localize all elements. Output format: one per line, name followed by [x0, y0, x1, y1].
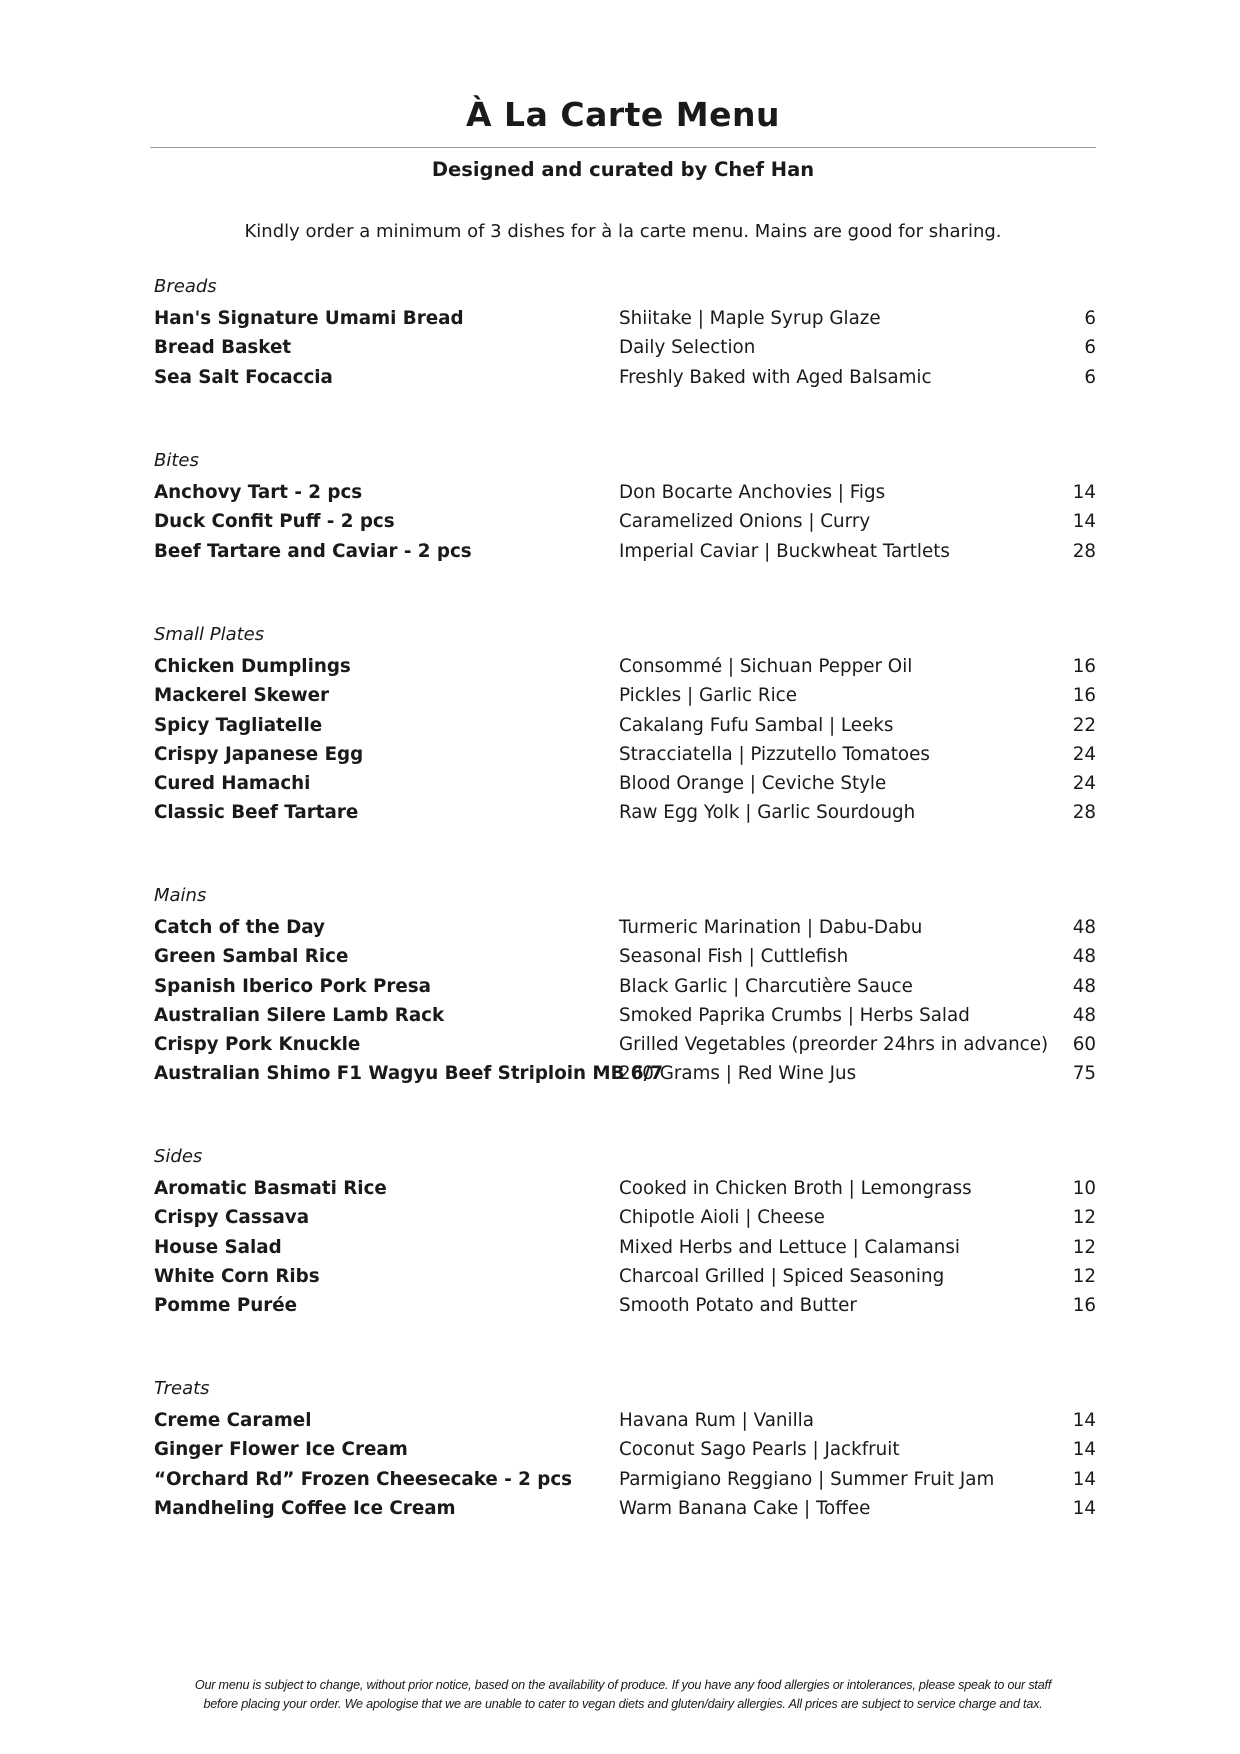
item-description: Freshly Baked with Aged Balsamic: [619, 366, 932, 388]
menu-item: [154, 1497, 1100, 1526]
item-name: Sea Salt Focaccia: [154, 366, 333, 388]
item-price: 48: [1072, 975, 1096, 997]
item-description: Caramelized Onions | Curry: [619, 511, 871, 533]
item-price: 10: [1072, 1178, 1096, 1199]
item-price: 14: [1072, 1497, 1096, 1519]
item-description: Imperial Caviar | Buckwheat Tartlets: [619, 540, 950, 562]
section-title: Treats: [154, 1378, 210, 1399]
menu-item: [154, 366, 1100, 395]
item-description: Smooth Potato and Butter: [619, 1295, 857, 1317]
item-name: Bread Basket: [154, 337, 292, 359]
item-price: 12: [1072, 1207, 1096, 1229]
item-name: Crispy Cassava: [154, 1207, 310, 1229]
item-description: Shiitake | Maple Syrup Glaze: [619, 308, 881, 329]
item-name: Duck Confit Puff - 2 pcs: [154, 511, 395, 533]
menu-item: [154, 801, 1100, 830]
section-treats: [154, 1377, 1100, 1526]
item-description: Don Bocarte Anchovies | Figs: [619, 482, 886, 503]
item-description: Cooked in Chicken Broth | Lemongrass: [619, 1178, 972, 1199]
item-name: Green Sambal Rice: [154, 946, 349, 968]
item-price: 28: [1072, 540, 1096, 562]
section-sides: [154, 1145, 1100, 1323]
item-price: 14: [1072, 1439, 1096, 1461]
item-price: 14: [1072, 511, 1096, 533]
item-price: 48: [1072, 946, 1096, 968]
item-description: Warm Banana Cake | Toffee: [619, 1497, 871, 1519]
item-name: Chicken Dumplings: [154, 656, 351, 677]
section-title: Sides: [154, 1146, 203, 1167]
menu-item: [154, 510, 1100, 539]
item-description: 200 Grams | Red Wine Jus: [619, 1063, 857, 1085]
menu-item: [154, 540, 1100, 569]
menu-item: [154, 1265, 1100, 1294]
item-name: Australian Silere Lamb Rack: [154, 1004, 445, 1026]
item-name: Creme Caramel: [154, 1410, 312, 1431]
item-description: Pickles | Garlic Rice: [619, 685, 797, 707]
menu-title: À La Carte Menu: [466, 95, 780, 134]
item-description: Seasonal Fish | Cuttlefish: [619, 946, 849, 968]
item-name: Ginger Flower Ice Cream: [154, 1439, 408, 1461]
menu-item: [154, 1177, 1100, 1206]
item-name: Mackerel Skewer: [154, 685, 330, 707]
footer-disclaimer: [140, 1676, 1106, 1714]
item-name: Aromatic Basmati Rice: [154, 1178, 387, 1199]
section-breads: [154, 275, 1100, 395]
item-price: 14: [1072, 482, 1096, 503]
item-name: White Corn Ribs: [154, 1265, 320, 1287]
item-description: Daily Selection: [619, 337, 756, 359]
item-name: Spicy Tagliatelle: [154, 714, 323, 736]
item-description: Consommé | Sichuan Pepper Oil: [619, 656, 913, 677]
item-name: Australian Shimo F1 Wagyu Beef Striploin MB 6/7: [154, 1063, 664, 1085]
menu-item: [154, 307, 1100, 336]
menu-item: [154, 1206, 1100, 1235]
item-name: Catch of the Day: [154, 917, 325, 938]
menu-item: [154, 1438, 1100, 1467]
item-name: Mandheling Coffee Ice Cream: [154, 1497, 456, 1519]
menu-item: [154, 916, 1100, 945]
menu-item: [154, 655, 1100, 684]
item-description: Raw Egg Yolk | Garlic Sourdough: [619, 802, 916, 824]
menu-item: [154, 1409, 1100, 1438]
item-name: Classic Beef Tartare: [154, 802, 359, 824]
menu-item: [154, 1294, 1100, 1323]
section-title: Breads: [154, 276, 217, 297]
item-price: 24: [1072, 743, 1096, 765]
footer-line-1: Our menu is subject to change, without prior notice, based on the availability of produce. If you have any food allergies or intolerances, please speak to our staff: [194, 1678, 1052, 1692]
item-name: Cured Hamachi: [154, 773, 311, 795]
item-name: Pomme Purée: [154, 1295, 298, 1317]
item-description: Charcoal Grilled | Spiced Seasoning: [619, 1265, 945, 1287]
menu-subtitle: Designed and curated by Chef Han: [431, 158, 815, 181]
item-description: Stracciatella | Pizzutello Tomatoes: [619, 743, 930, 765]
item-price: 48: [1072, 917, 1096, 938]
item-price: 12: [1072, 1265, 1096, 1287]
menu-item: [154, 743, 1100, 772]
menu-item: [154, 684, 1100, 713]
item-name: Crispy Pork Knuckle: [154, 1034, 361, 1056]
menu-item: [154, 1004, 1100, 1033]
item-description: Havana Rum | Vanilla: [619, 1410, 814, 1431]
item-price: 75: [1072, 1063, 1096, 1085]
menu-item: [154, 945, 1100, 974]
section-bites: [154, 449, 1100, 569]
section-small-plates: [154, 623, 1100, 831]
item-name: “Orchard Rd” Frozen Cheesecake - 2 pcs: [154, 1468, 573, 1490]
item-price: 14: [1072, 1468, 1096, 1490]
item-price: 16: [1072, 656, 1096, 677]
item-description: Black Garlic | Charcutière Sauce: [619, 975, 913, 997]
item-name: Anchovy Tart - 2 pcs: [154, 482, 363, 503]
item-price: 6: [1084, 337, 1096, 359]
item-price: 22: [1072, 714, 1096, 736]
section-title: Bites: [154, 450, 199, 471]
menu-item: [154, 1033, 1100, 1062]
item-description: Smoked Paprika Crumbs | Herbs Salad: [619, 1004, 970, 1026]
item-description: Cakalang Fufu Sambal | Leeks: [619, 714, 894, 736]
item-description: Mixed Herbs and Lettuce | Calamansi: [619, 1236, 960, 1258]
menu-item: [154, 1236, 1100, 1265]
title-divider: [150, 147, 1096, 148]
menu-item: [154, 714, 1100, 743]
item-price: 12: [1072, 1236, 1096, 1258]
item-description: Grilled Vegetables (preorder 24hrs in advance): [619, 1034, 1049, 1056]
item-name: House Salad: [154, 1236, 282, 1258]
item-description: Coconut Sago Pearls | Jackfruit: [619, 1439, 900, 1461]
item-description: Turmeric Marination | Dabu-Dabu: [619, 917, 923, 938]
item-price: 14: [1072, 1410, 1096, 1431]
item-price: 48: [1072, 1004, 1096, 1026]
section-title: Small Plates: [154, 624, 265, 645]
item-price: 60: [1072, 1034, 1096, 1056]
item-name: Han's Signature Umami Bread: [154, 308, 464, 329]
menu-item: [154, 975, 1100, 1004]
item-price: 28: [1072, 802, 1096, 824]
item-price: 16: [1072, 1295, 1096, 1317]
menu-item: [154, 772, 1100, 801]
ordering-note: Kindly order a minimum of 3 dishes for à la carte menu. Mains are good for sharing.: [244, 221, 1002, 242]
item-price: 6: [1084, 308, 1096, 329]
item-name: Spanish Iberico Pork Presa: [154, 975, 431, 997]
section-mains: [154, 884, 1100, 1092]
item-price: 6: [1084, 366, 1096, 388]
item-name: Beef Tartare and Caviar - 2 pcs: [154, 540, 472, 562]
item-name: Crispy Japanese Egg: [154, 743, 364, 765]
item-description: Blood Orange | Ceviche Style: [619, 773, 887, 795]
footer-line-2: before placing your order. We apologise that we are unable to cater to vegan diets and gluten/dairy allergies. All prices are subject to service charge and tax.: [203, 1697, 1043, 1711]
section-title: Mains: [154, 885, 207, 906]
item-description: Parmigiano Reggiano | Summer Fruit Jam: [619, 1468, 995, 1490]
menu-item: [154, 336, 1100, 365]
item-price: 24: [1072, 773, 1096, 795]
item-price: 16: [1072, 685, 1096, 707]
menu-item: [154, 1062, 1100, 1091]
item-description: Chipotle Aioli | Cheese: [619, 1207, 825, 1229]
menu-item: [154, 481, 1100, 510]
menu-item: [154, 1468, 1100, 1497]
